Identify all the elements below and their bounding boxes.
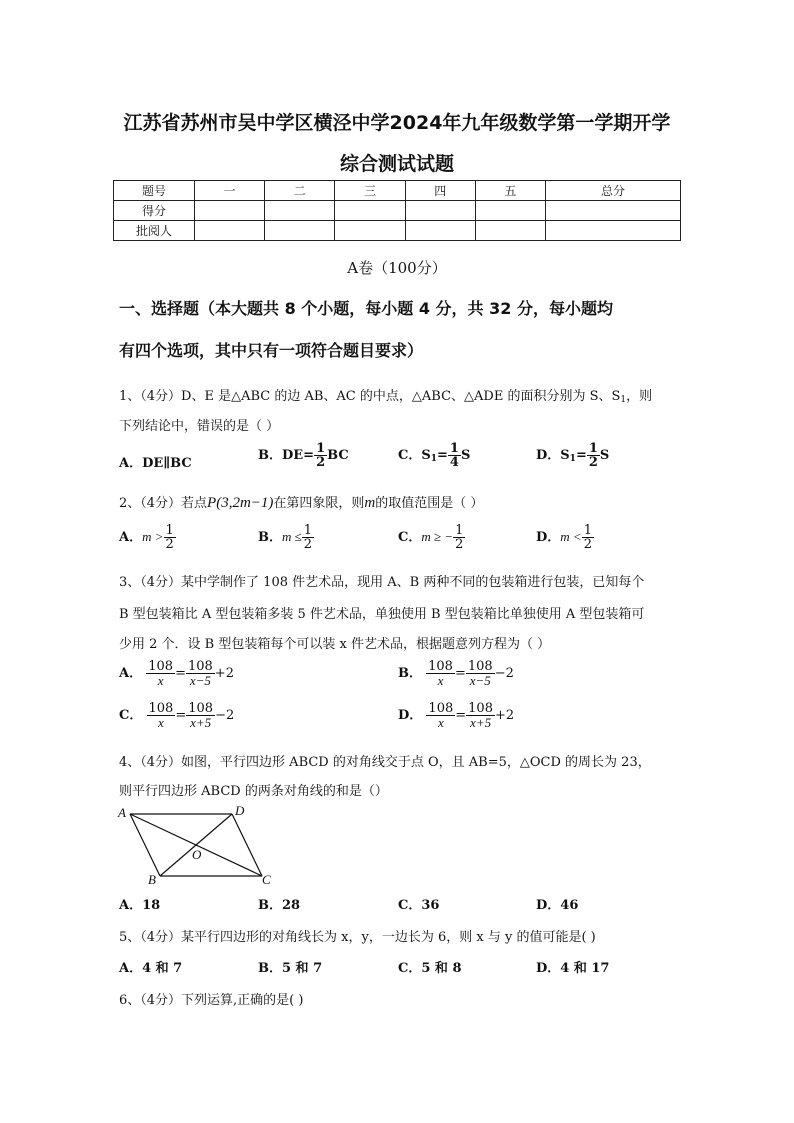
score-cell[interactable] [405, 221, 475, 241]
option-label: C． [119, 708, 143, 723]
q1-b-fraction [314, 442, 327, 469]
q3-a-left [146, 660, 175, 687]
score-cell[interactable] [475, 201, 545, 221]
fraction-numerator: 108 [428, 659, 453, 674]
fraction-numerator: 1 [303, 523, 313, 538]
fraction-denominator: 2 [316, 455, 326, 470]
option-label: C． [398, 530, 422, 545]
score-cell[interactable] [335, 221, 405, 241]
fraction-denominator: 2 [583, 537, 592, 552]
q1-d-eq: = [575, 448, 587, 463]
q1-c-eq: = [437, 448, 448, 463]
q4-option-d[interactable]: D．46 [536, 898, 579, 913]
option-tail: −2 [215, 708, 235, 723]
fraction-numerator: 1 [449, 441, 459, 456]
q3-stem-line-1: 3、（4分）某中学制作了 108 件艺术品，现用 A、B 两种不同的包装箱进行包装，已知每个 [119, 575, 645, 590]
fraction-numerator: 108 [187, 659, 213, 674]
score-cell[interactable] [546, 221, 681, 241]
fraction-denominator: 2 [455, 537, 464, 552]
q1-c-fraction [448, 442, 461, 469]
label-a: A [118, 805, 126, 820]
option-tail: +2 [214, 666, 234, 681]
score-cell[interactable] [405, 201, 475, 221]
q3-d-left [426, 702, 455, 729]
score-cell[interactable] [265, 221, 335, 241]
score-row-label: 得分 [114, 201, 195, 221]
q5-stem: 5、（4分）某平行四边形的对角线长为 x，y，一边长为 6，则 x 与 y 的值可能是( ) [119, 930, 596, 945]
q1-c-post: S [460, 448, 471, 463]
q5-option-a[interactable]: A．4 和 7 [119, 961, 183, 976]
q2-stem [119, 492, 483, 512]
q1-d-post: S [599, 448, 610, 463]
q5-option-d[interactable]: D．4 和 17 [536, 961, 610, 976]
label-c: C [262, 872, 271, 887]
title-line-2: 综合测试试题 [339, 153, 454, 175]
q1-option-a[interactable]: A．DE∥BC [119, 456, 192, 471]
score-header-cell: 题号 [114, 181, 195, 201]
score-header-cell: 二 [265, 181, 335, 201]
q4-stem-line-1: 4、（4分）如图，平行四边形 ABCD 的对角线交于点 O，且 AB=5，△OCD 的周长为 23， [119, 755, 651, 770]
option-label: D． [398, 708, 423, 723]
q4-option-a[interactable]: A．18 [119, 898, 161, 913]
q2-option-d[interactable] [536, 524, 594, 551]
q5-option-b[interactable]: B．5 和 7 [258, 961, 323, 976]
score-cell[interactable] [195, 221, 265, 241]
option-tail: +2 [494, 708, 515, 723]
fraction-denominator: x−5 [189, 673, 211, 688]
fraction-denominator: 4 [449, 455, 459, 470]
q2-point: P(3,2m−1) [207, 495, 274, 511]
option-label: D． [536, 530, 561, 545]
q1-c-sub: 1 [430, 454, 438, 464]
score-cell[interactable] [475, 221, 545, 241]
q5-option-c[interactable]: C．5 和 8 [398, 961, 462, 976]
fraction-numerator: 1 [588, 441, 598, 456]
q3-stem-line-2: B 型包装箱比 A 型包装箱多装 5 件艺术品，单独使用 B 型包装箱比单独使用 A 型包装箱可 [119, 607, 645, 622]
option-label: B． [258, 530, 282, 545]
q3-c-right [186, 702, 215, 729]
q3-stem-line-3: 少用 2 个．设 B 型包装箱每个可以装 x 件艺术品，根据题意列方程为（ ） [119, 637, 551, 652]
q2-c-fraction [453, 524, 465, 551]
fraction-denominator: x [437, 715, 444, 730]
q1-stem-end: ，则 [626, 389, 653, 404]
score-header-cell: 一 [195, 181, 265, 201]
q2-option-b[interactable] [258, 524, 314, 551]
fraction-denominator: x+5 [470, 715, 492, 730]
fraction-denominator: 2 [303, 537, 313, 552]
option-expr: m ≥ − [421, 529, 454, 544]
fraction-denominator: 2 [165, 537, 174, 552]
option-label: A． [119, 666, 143, 681]
q1-stem-sub: 1 [620, 395, 627, 405]
fraction-denominator: x+5 [190, 715, 212, 730]
score-table-header-row [114, 181, 681, 201]
edge-ba [130, 814, 160, 876]
score-table-row [114, 201, 681, 221]
fraction-numerator: 108 [148, 659, 174, 674]
q3-a-right [186, 660, 215, 687]
q3-b-left [426, 660, 455, 687]
fraction-denominator: x [157, 673, 164, 688]
q2-option-c[interactable] [398, 524, 465, 551]
section-heading-line-2: 有四个选项，其中只有一项符合题目要求） [119, 341, 424, 360]
q1-option-d[interactable] [536, 442, 609, 469]
option-label: B． [398, 666, 422, 681]
q3-b-right [466, 660, 495, 687]
q1-b-pre: B．DE= [258, 448, 315, 463]
q1-d-sub: 1 [569, 454, 576, 464]
q3-option-d[interactable]: D． $\frac{108}{x}$ = $\frac{108}{x+5}$ +2 [398, 701, 515, 730]
q3-option-c[interactable]: C． $\frac{108}{x}$ = $\frac{108}{x+5}$ −2 [119, 701, 235, 730]
q1-stem-line-2: 下列结论中，错误的是（ ） [119, 419, 280, 434]
fraction-numerator: 108 [188, 701, 214, 716]
parallelogram-figure [112, 802, 282, 888]
option-expr: m < [560, 529, 582, 544]
q3-d-right [466, 702, 495, 729]
q3-option-a[interactable]: A． $\frac{108}{x}$ = $\frac{108}{x-5}$ +2 [119, 659, 234, 688]
score-header-cell: 四 [405, 181, 475, 201]
q1-c-pre: C．S [398, 448, 431, 463]
q2-stem-mid: 在第四象限，则 [273, 496, 365, 511]
volume-heading: A卷（100分） [347, 259, 447, 277]
fraction-denominator: 2 [588, 455, 598, 470]
fraction-numerator: 1 [583, 523, 592, 538]
q3-c-left [147, 702, 176, 729]
q3-option-b[interactable]: B． $\frac{108}{x}$ = $\frac{108}{x-5}$ −2 [398, 659, 514, 688]
option-label: A． [119, 530, 143, 545]
q2-b-fraction [302, 524, 314, 551]
fraction-numerator: 1 [316, 441, 326, 456]
score-header-cell: 五 [475, 181, 545, 201]
q2-stem-post: 的取值范围是（ ） [375, 496, 484, 511]
q4-option-c[interactable]: C．36 [398, 898, 440, 913]
fraction-denominator: x [158, 715, 164, 730]
q2-option-a[interactable] [119, 524, 176, 551]
q4-option-b[interactable]: B．28 [258, 898, 301, 913]
q2-var: m [364, 495, 376, 511]
q1-stem-text: 1、（4分）D、E 是△ABC 的边 AB、AC 的中点，△ABC、△ADE 的面积分别为 S、S [119, 389, 621, 404]
option-tail: −2 [494, 666, 514, 681]
q2-stem-pre: 2、（4分）若点 [119, 496, 208, 511]
q4-stem-line-2: 则平行四边形 ABCD 的两条对角线的和是（） [119, 784, 388, 799]
score-header-cell: 总分 [546, 181, 681, 201]
score-cell[interactable] [335, 201, 405, 221]
fraction-numerator: 108 [428, 701, 454, 716]
label-d: D [235, 803, 245, 818]
fraction-numerator: 108 [148, 701, 174, 716]
q1-b-post: BC [327, 448, 349, 463]
score-header-cell: 三 [335, 181, 405, 201]
q1-option-c[interactable] [398, 442, 470, 469]
edge-dc [232, 814, 262, 876]
q1-option-b[interactable] [258, 442, 349, 469]
q1-d-pre: D．S [536, 448, 570, 463]
label-o: O [192, 847, 202, 862]
fraction-numerator: 1 [165, 523, 174, 538]
q2-a-fraction [164, 524, 176, 551]
q1-d-fraction [587, 442, 600, 469]
q6-stem: 6、（4分）下列运算,正确的是( ) [119, 993, 304, 1008]
score-row-label: 批阅人 [114, 221, 195, 241]
label-b: B [148, 872, 156, 887]
fraction-denominator: x−5 [469, 673, 491, 688]
score-cell[interactable] [195, 201, 265, 221]
q2-d-fraction [582, 524, 594, 551]
score-table [113, 180, 681, 241]
option-expr: m > [142, 529, 164, 544]
score-cell[interactable] [546, 201, 681, 221]
fraction-denominator: x [437, 673, 444, 688]
section-heading-line-1: 一、选择题（本大题共 8 个小题，每小题 4 分，共 32 分，每小题均 [119, 299, 613, 318]
fraction-numerator: 108 [468, 701, 493, 716]
diagonal-bd [160, 814, 232, 876]
fraction-numerator: 108 [467, 659, 493, 674]
q1-stem-line-1 [119, 385, 652, 405]
fraction-numerator: 1 [455, 523, 464, 538]
score-table-row [114, 221, 681, 241]
title-line-1: 江苏省苏州市吴中学区横泾中学2024年九年级数学第一学期开学 [123, 112, 671, 134]
option-expr: m ≤ [282, 529, 302, 544]
score-cell[interactable] [265, 201, 335, 221]
